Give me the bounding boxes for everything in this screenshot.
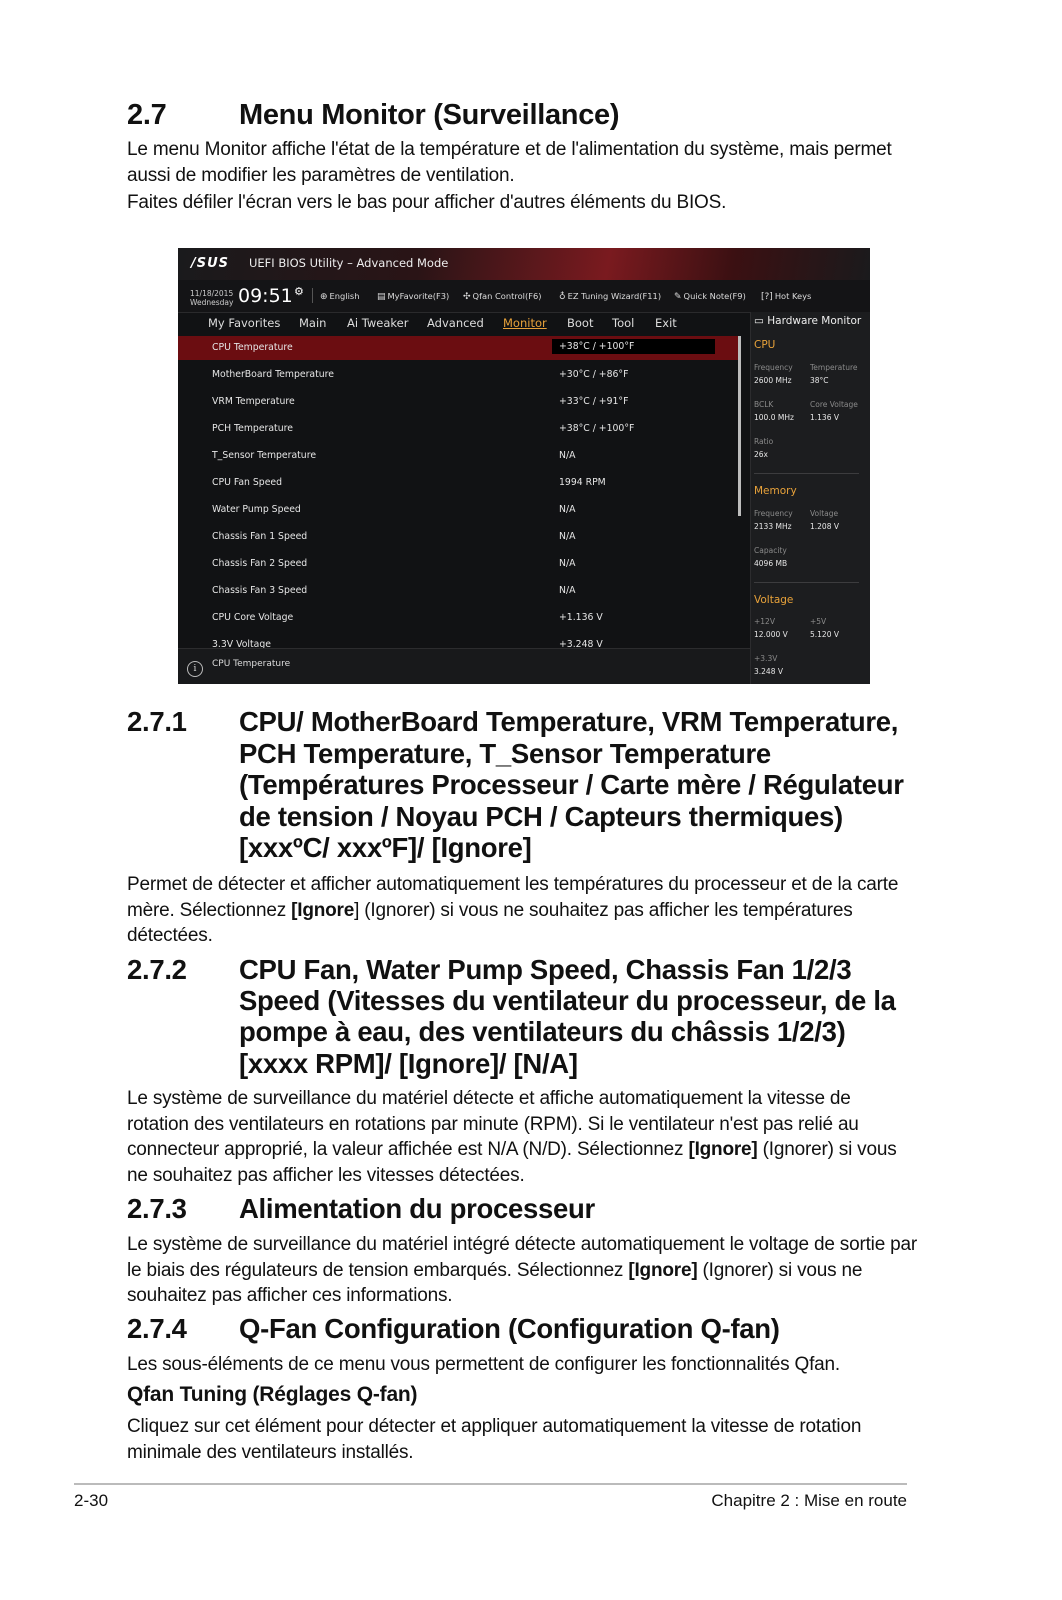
hw-cpu-temperature: 38°C — [810, 376, 829, 385]
globe-icon: ⊕ — [320, 292, 328, 302]
subsection-title: CPU/ MotherBoard Temperature, VRM Temperature, PCH Temperature, T_Sensor Temperature (Températures Processeur / Carte mère / Régulateur de tension / Noyau PCH / Capteurs thermiques) [xxxºC/ xxxºF]/ [Ignore] — [239, 706, 904, 864]
hw-33v-label: +3.3V — [754, 654, 778, 663]
hw-5v: 5.120 V — [810, 630, 839, 639]
monitor-item-row[interactable] — [178, 606, 738, 630]
hw-5v-label: +5V — [810, 617, 827, 626]
hardware-monitor-title-text: Hardware Monitor — [767, 315, 862, 327]
monitor-item-value: N/A — [559, 531, 576, 542]
monitor-item-label: Chassis Fan 3 Speed — [212, 585, 308, 596]
monitor-item-label: T_Sensor Temperature — [212, 450, 317, 461]
tab-tool[interactable]: Tool — [612, 316, 635, 330]
monitor-item-label: CPU Fan Speed — [212, 477, 283, 488]
fan-icon: ✣ — [463, 292, 471, 302]
monitor-item-label: Chassis Fan 2 Speed — [212, 558, 308, 569]
toolbar-qfan-label: Qfan Control(F6) — [472, 291, 542, 301]
tab-boot[interactable]: Boot — [567, 316, 594, 330]
intro-paragraph-2: Faites défiler l'écran vers le bas pour afficher d'autres éléments du BIOS. — [127, 192, 727, 213]
subsection-title: CPU Fan, Water Pump Speed, Chassis Fan 1/2/3 Speed (Vitesses du ventilateur du processeur, de la pompe à eau, des ventilateurs du châssis 1/2/3) [xxxx RPM]/ [Ignore]/ [N/A] — [239, 954, 896, 1079]
hw-12v: 12.000 V — [754, 630, 788, 639]
help-icon: [?] — [761, 292, 773, 302]
ignore-option: [Ignore — [291, 899, 355, 921]
tab-exit[interactable]: Exit — [655, 316, 677, 330]
monitor-item-row[interactable] — [178, 417, 738, 441]
paragraph-271 — [127, 872, 917, 949]
section-number: 2.7 — [127, 99, 167, 131]
paragraph-273-text: Le système de surveillance du matériel intégré détecte automatiquement le voltage de sortie par le biais des régulateurs de tension embarqués. Sélectionnez — [127, 1234, 918, 1281]
monitor-item-row[interactable] — [178, 363, 738, 387]
monitor-item-row[interactable] — [178, 471, 738, 495]
tab-monitor[interactable]: Monitor — [503, 316, 547, 330]
hw-12v-label: +12V — [754, 617, 775, 626]
hw-divider — [754, 473, 859, 474]
hw-mem-frequency: 2133 MHz — [754, 522, 792, 531]
tab-ai-tweaker[interactable]: Ai Tweaker — [347, 316, 409, 330]
paragraph-271-text-end: ] (Ignorer) si vous ne souhaitez pas afficher les températures détectées. — [127, 899, 853, 946]
bios-help-text: CPU Temperature — [212, 659, 291, 669]
footer-rule — [74, 1483, 907, 1485]
qfan-tuning-paragraph: Cliquez sur cet élément pour détecter et appliquer automatiquement la vitesse de rotation minimale des ventilateurs installés. — [127, 1416, 862, 1463]
toolbar-hot-keys[interactable] — [761, 291, 811, 302]
subsection-number: 2.7.2 — [127, 954, 187, 985]
paragraph-271-text: Permet de détecter et afficher automatiquement les températures du processeur et de la carte mère. Sélectionnez — [127, 874, 899, 921]
monitor-item-row[interactable] — [178, 579, 738, 603]
hw-memory-heading: Memory — [754, 485, 797, 497]
intro-paragraph-1: Le menu Monitor affiche l'état de la température et de l'alimentation du système, mais permet aussi de modifier les paramètres de ventilation. — [127, 139, 892, 186]
scrollbar[interactable] — [738, 336, 741, 516]
monitor-item-row[interactable] — [178, 336, 738, 360]
hardware-monitor-title — [754, 315, 861, 327]
paragraph-272-text: Le système de surveillance du matériel détecte et affiche automatiquement la vitesse de rotation des ventilateurs en rotations par minute (RPM). Si le ventilateur n'est pas relié au connecteur approprié, la valeur affichée est N/A (N/D). Sélectionnez — [127, 1088, 859, 1160]
hw-mem-voltage: 1.208 V — [810, 522, 839, 531]
bios-date-value: 11/18/2015 — [190, 289, 234, 298]
hw-core-voltage: 1.136 V — [810, 413, 839, 422]
hw-capacity: 4096 MB — [754, 559, 788, 568]
monitor-item-row[interactable] — [178, 633, 738, 648]
tab-advanced[interactable]: Advanced — [427, 316, 484, 330]
monitor-item-value: +33°C / +91°F — [559, 396, 629, 407]
bios-clock: 09:51 — [238, 285, 293, 307]
monitor-item-label: CPU Temperature — [212, 342, 293, 353]
asus-logo: /SUS — [191, 256, 230, 271]
monitor-item-label: 3.3V Voltage — [212, 639, 271, 648]
hw-bclk-label: BCLK — [754, 400, 774, 409]
toolbar-hot-keys-label: Hot Keys — [774, 291, 812, 301]
ignore-option: [Ignore] — [628, 1259, 698, 1281]
subsection-number: 2.7.3 — [127, 1193, 187, 1224]
hw-cpu-frequency: 2600 MHz — [754, 376, 792, 385]
hw-divider — [754, 582, 859, 583]
hw-capacity-label: Capacity — [754, 546, 787, 555]
monitor-item-value: N/A — [559, 450, 576, 461]
subsection-number: 2.7.4 — [127, 1313, 187, 1344]
subsection-title: Alimentation du processeur — [239, 1193, 595, 1224]
hw-ratio: 26x — [754, 450, 768, 459]
note-icon: ✎ — [674, 292, 682, 302]
page-number: 2-30 — [74, 1491, 109, 1510]
toolbar-quick-note-label: Quick Note(F9) — [683, 291, 746, 301]
hw-mem-frequency-label: Frequency — [754, 509, 793, 518]
paragraph-274: Les sous-éléments de ce menu vous permettent de configurer les fonctionnalités Qfan. — [127, 1354, 840, 1375]
bios-app-title: UEFI BIOS Utility – Advanced Mode — [249, 256, 449, 270]
monitor-item-value: +3.248 V — [559, 639, 603, 648]
hw-voltage-heading: Voltage — [754, 594, 794, 606]
monitor-item-value: N/A — [559, 504, 576, 515]
paragraph-272-text-end: (Ignorer) si vous ne souhaitez pas afficher les vitesses détectées. — [127, 1139, 897, 1186]
monitor-item-row[interactable] — [178, 390, 738, 414]
bios-screenshot — [178, 248, 870, 684]
monitor-item-label: Water Pump Speed — [212, 504, 301, 515]
toolbar-ez-tuning-label: EZ Tuning Wizard(F11) — [567, 291, 662, 301]
bios-day-value: Wednesday — [190, 298, 234, 307]
info-icon: i — [187, 661, 203, 677]
chapter-label: Chapitre 2 : Mise en route — [711, 1491, 907, 1510]
hw-bclk: 100.0 MHz — [754, 413, 794, 422]
monitor-item-value: +38°C / +100°F — [552, 339, 715, 354]
monitor-item-label: VRM Temperature — [212, 396, 295, 407]
ignore-option: [Ignore] — [688, 1139, 758, 1160]
monitor-item-value: +30°C / +86°F — [559, 369, 629, 380]
monitor-item-row[interactable] — [178, 444, 738, 468]
qfan-tuning-heading: Qfan Tuning (Réglages Q-fan) — [127, 1383, 418, 1406]
monitor-item-label: PCH Temperature — [212, 423, 293, 434]
monitor-item-label: MotherBoard Temperature — [212, 369, 334, 380]
hw-mem-voltage-label: Voltage — [810, 509, 839, 518]
tab-main[interactable]: Main — [299, 316, 327, 330]
monitor-item-value: N/A — [559, 585, 576, 596]
paragraph-272 — [127, 1086, 917, 1188]
bulb-icon: ♁ — [559, 292, 566, 302]
hw-core-voltage-label: Core Voltage — [810, 400, 858, 409]
toolbar-language-label: English — [329, 291, 360, 301]
monitor-item-list — [178, 248, 750, 648]
monitor-item-row[interactable] — [178, 552, 738, 576]
toolbar-myfavorite-label: MyFavorite(F3) — [387, 291, 450, 301]
hw-cpu-heading: CPU — [754, 339, 776, 351]
favorite-list-icon: ▤ — [377, 292, 386, 302]
monitor-item-label: Chassis Fan 1 Speed — [212, 531, 308, 542]
hw-cpu-frequency-label: Frequency — [754, 363, 793, 372]
hw-ratio-label: Ratio — [754, 437, 774, 446]
paragraph-273-text-end: (Ignorer) si vous ne souhaitez pas afficher ces informations. — [127, 1259, 863, 1306]
monitor-item-row[interactable] — [178, 525, 738, 549]
hw-33v: 3.248 V — [754, 667, 783, 676]
hw-cpu-temperature-label: Temperature — [810, 363, 858, 372]
subsection-title: Q-Fan Configuration (Configuration Q-fan) — [239, 1313, 780, 1344]
monitor-item-value: N/A — [559, 558, 576, 569]
monitor-item-value: +1.136 V — [559, 612, 603, 623]
monitor-item-value: 1994 RPM — [559, 477, 606, 488]
monitor-icon: ▭ — [754, 315, 764, 327]
monitor-item-value: +38°C / +100°F — [559, 423, 635, 434]
section-title: Menu Monitor (Surveillance) — [239, 99, 620, 131]
tab-my-favorites[interactable]: My Favorites — [208, 316, 281, 330]
gear-icon[interactable]: ⚙ — [294, 285, 304, 298]
paragraph-273 — [127, 1232, 917, 1309]
monitor-item-label: CPU Core Voltage — [212, 612, 294, 623]
subsection-number: 2.7.1 — [127, 706, 187, 737]
monitor-item-row[interactable] — [178, 498, 738, 522]
